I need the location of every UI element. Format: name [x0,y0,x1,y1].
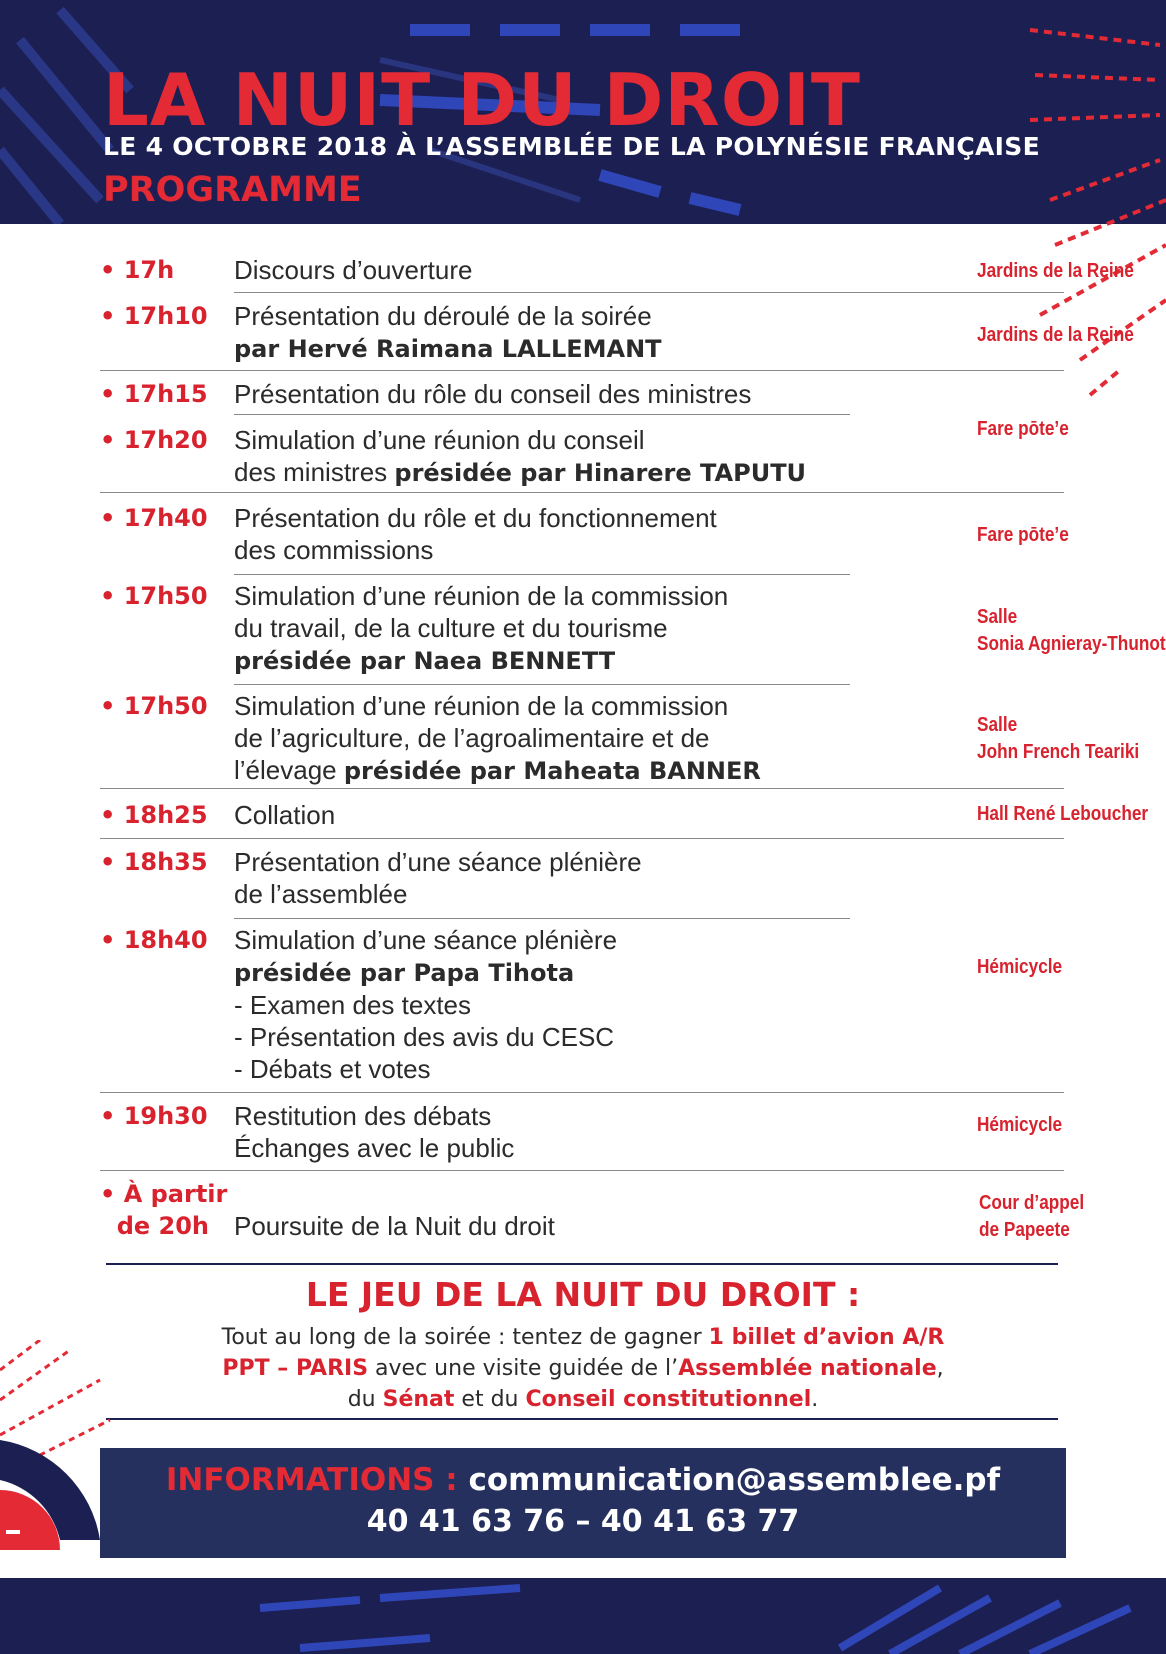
page-title: LA NUIT DU DROIT [103,58,861,142]
game-description: Tout au long de la soirée : tentez de gagner 1 billet d’avion A/R PPT – PARIS avec une visite guidée de l’Assemblée nationale, du Sénat et du Conseil constitutionnel. [221,1325,945,1412]
information-contact [100,1462,1066,1498]
schedule-time: • 17h15 [100,380,208,408]
row-divider [234,414,850,415]
schedule-description: Restitution des débats Échanges avec le public [234,1101,515,1163]
section-divider [100,1092,1064,1093]
sub-bullet: - Débats et votes [234,1054,431,1084]
game-top-divider [106,1263,1058,1265]
header-banner [0,0,1166,224]
schedule-time: • À partir de 20h [100,1180,228,1240]
contact-email-link[interactable]: communication@assemblee.pf [468,1462,1001,1498]
information-label: INFORMATIONS : [165,1462,469,1498]
section-divider [100,370,1064,371]
schedule-time: • 19h30 [100,1102,208,1130]
row-divider [234,684,850,685]
sub-bullet: - Présentation des avis du CESC [234,1022,615,1052]
schedule-location: Hémicycle [977,956,1063,978]
schedule-time: • 17h20 [100,426,208,454]
game-bottom-divider [106,1418,1058,1420]
footer-decoration [0,1578,1166,1654]
schedule-description: Discours d’ouverture [234,255,473,285]
schedule-location: Hall René Leboucher [977,803,1149,825]
schedule-time: • 18h40 [100,926,208,954]
schedule-time: • 18h35 [100,848,208,876]
schedule-description: Présentation d’une séance plénière de l’assemblée [234,847,642,909]
schedule-time: • 17h [100,256,175,284]
game-title: LE JEU DE LA NUIT DU DROIT : [305,1275,861,1314]
section-divider [100,492,1064,493]
schedule-time: • 17h10 [100,302,208,330]
section-divider [100,788,1064,789]
schedule-description: Présentation du rôle du conseil des ministres [234,379,752,409]
schedule-location: Hémicycle [977,1114,1063,1136]
section-divider [100,1170,1064,1171]
schedule-description: Poursuite de la Nuit du droit [234,1211,555,1241]
footer-banner [0,1578,1166,1654]
schedule-description: Présentation du déroulé de la soirée par Hervé Raimana LALLEMANT [234,301,662,363]
sub-bullet: - Examen des textes [234,990,471,1020]
schedule-description: Présentation du rôle et du fonctionnement des commissions [234,503,717,565]
schedule-description: Simulation d’une réunion de la commission du travail, de la culture et du tourisme présidée par Naea BENNETT [234,581,729,675]
programme-heading: PROGRAMME [103,170,362,210]
schedule-location: Salle Sonia Agnieray-Thunot [977,606,1166,655]
row-divider [234,918,850,919]
schedule-time: • 17h50 [100,582,208,610]
right-decoration [1000,0,1166,420]
schedule-description: Collation [234,800,336,830]
contact-phones: 40 41 63 76 – 40 41 63 77 [366,1504,800,1539]
schedule-description: Simulation d’une séance plénière présidée par Papa Tihota - Examen des textes - Présentation des avis du CESC - Débats et votes [234,925,618,1084]
schedule-location: Fare pōte’e [977,524,1069,546]
schedule-time: • 17h50 [100,692,208,720]
schedule-description: Simulation d’une réunion de la commission de l’agriculture, de l’agroalimentaire et de l’élevage présidée par Maheata BANNER [234,691,761,785]
schedule-location: Jardins de la Reine [977,260,1134,282]
schedule-location: Fare pōte’e [977,418,1069,440]
row-divider [234,574,850,575]
section-divider [100,838,1064,839]
event-subtitle: LE 4 OCTOBRE 2018 À L’ASSEMBLÉE DE LA POLYNÉSIE FRANÇAISE [103,132,1040,161]
schedule-location: Cour d’appel de Papeete [979,1192,1085,1241]
schedule-time: • 18h25 [100,801,208,829]
schedule-location: Salle John French Teariki [977,714,1140,763]
schedule-time: • 17h40 [100,504,208,532]
schedule-description: Simulation d’une réunion du conseil des ministres présidée par Hinarere TAPUTU [234,425,807,487]
information-box [100,1448,1066,1558]
schedule-location: Jardins de la Reine [977,324,1134,346]
row-divider [234,292,1064,293]
